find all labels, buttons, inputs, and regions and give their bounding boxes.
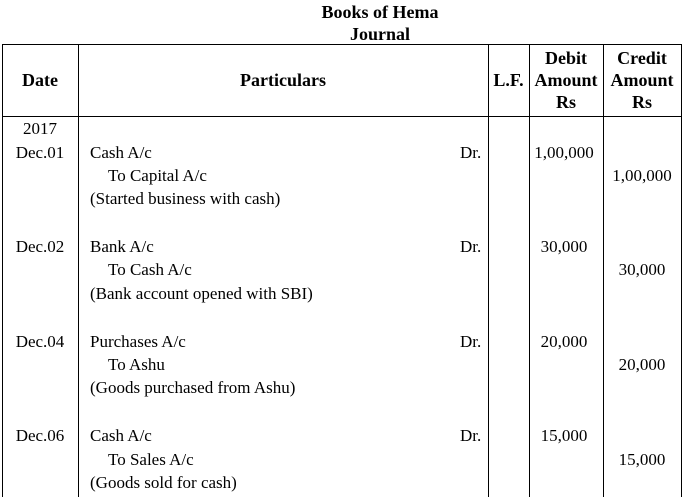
header-date: Date: [22, 70, 58, 90]
entry-dr-marker: Dr.: [460, 332, 482, 351]
entry-credit-account: To Sales A/c: [108, 450, 194, 469]
entry-debit-account: Cash A/c: [90, 143, 152, 162]
entry-narration: (Bank account opened with SBI): [90, 284, 313, 303]
header-lf: L.F.: [493, 70, 524, 90]
entry-credit-amount: 20,000: [618, 355, 666, 374]
year-label: 2017: [23, 119, 57, 138]
entry-dr-marker: Dr.: [460, 237, 482, 256]
entry-narration: (Goods purchased from Ashu): [90, 378, 296, 397]
entry-credit-amount: 30,000: [618, 260, 666, 279]
entry-debit-account: Purchases A/c: [90, 332, 186, 351]
entry-debit-amount: 30,000: [540, 237, 588, 256]
header-debit-3: Rs: [555, 92, 576, 112]
entry-narration: (Started business with cash): [90, 189, 281, 208]
entry-date: Dec.01: [15, 143, 65, 162]
entry-dr-marker: Dr.: [460, 426, 482, 445]
table-top-border: [2, 44, 682, 45]
journal-table: [2, 44, 682, 497]
entry-credit-account: To Ashu: [108, 355, 165, 374]
col-border-right: [681, 44, 682, 497]
entry-credit-account: To Cash A/c: [108, 260, 192, 279]
entry-credit-account: To Capital A/c: [108, 166, 207, 185]
col-border-particulars: [488, 44, 489, 497]
header-credit-1: Credit: [617, 48, 667, 68]
entry-debit-amount: 1,00,000: [534, 143, 594, 162]
entry-narration: (Goods sold for cash): [90, 473, 237, 492]
entry-debit-account: Bank A/c: [90, 237, 154, 256]
entry-debit-account: Cash A/c: [90, 426, 152, 445]
header-credit-2: Amount: [610, 70, 674, 90]
entry-credit-amount: 15,000: [618, 450, 666, 469]
entry-debit-amount: 15,000: [540, 426, 588, 445]
entry-date: Dec.02: [15, 237, 65, 256]
header-debit-2: Amount: [534, 70, 598, 90]
header-particulars: Particulars: [240, 70, 326, 90]
header-debit-1: Debit: [545, 48, 587, 68]
entry-credit-amount: 1,00,000: [612, 166, 672, 185]
journal-title: Journal: [349, 24, 410, 44]
entry-debit-amount: 20,000: [540, 332, 588, 351]
header-credit-3: Rs: [631, 92, 652, 112]
entry-date: Dec.06: [15, 426, 65, 445]
book-title: Books of Hema: [321, 2, 439, 22]
entry-dr-marker: Dr.: [460, 143, 482, 162]
col-border-date: [78, 44, 79, 497]
header-bottom-border: [2, 116, 682, 117]
entry-date: Dec.04: [15, 332, 65, 351]
